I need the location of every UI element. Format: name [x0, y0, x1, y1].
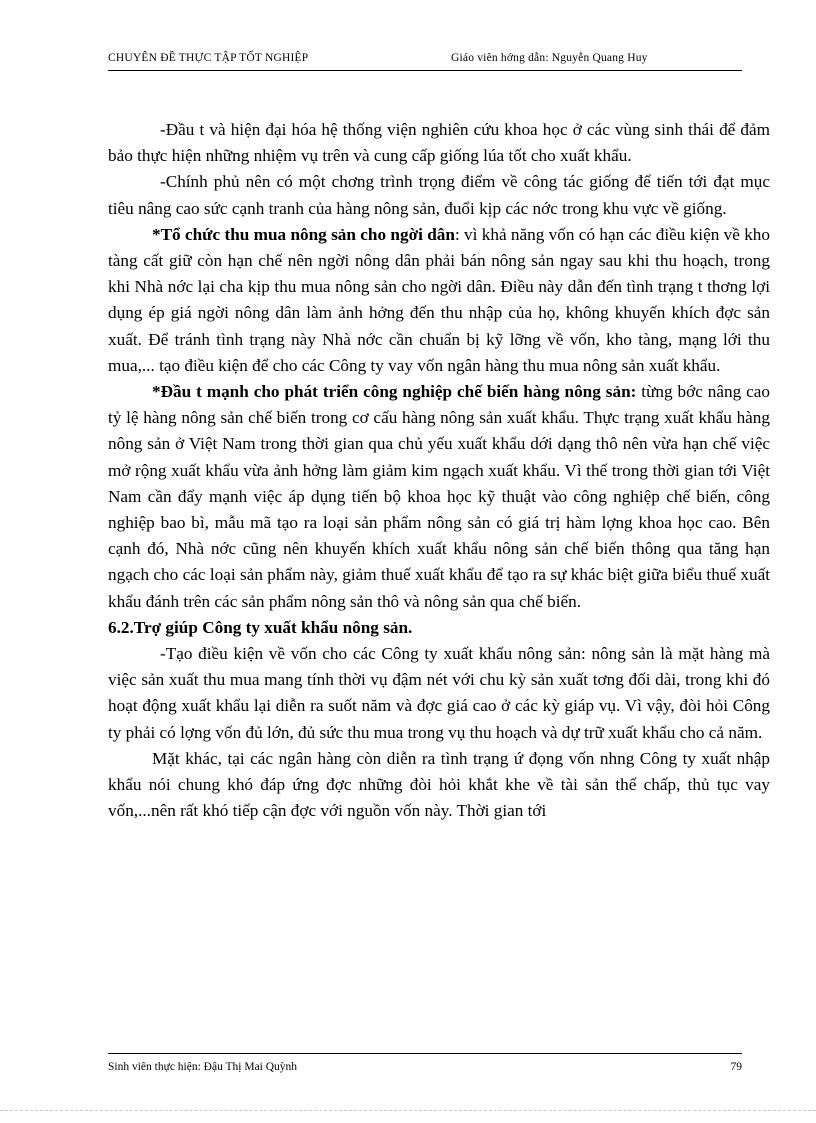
- paragraph-text: Mặt khác, tại các ngân hàng còn diễn ra tình trạng ứ đọng vốn nhng Công ty xuất nhập khẩu nói chung khó đáp ứng đợc những đòi hỏi khắt khe về tài sản thế chấp, thủ tục vay vốn,...nên rất khó tiếp cận đợc với nguồn vốn này. Thời gian tới: [108, 748, 770, 821]
- paragraph-purchasing: [108, 222, 770, 379]
- header-supervisor: Giáo viên hớng dẫn: Nguyễn Quang Huy: [451, 52, 648, 64]
- document-body: [108, 117, 770, 824]
- paragraph-text: -Đầu t và hiện đại hóa hệ thống viện nghiên cứu khoa học ở các vùng sinh thái để đảm bảo thực hiện những nhiệm vụ trên và cung cấp giống lúa tốt cho xuất khẩu.: [108, 120, 770, 166]
- footer-divider: [108, 1053, 742, 1054]
- paragraph-heading: *Tổ chức thu mua nông sản cho ngời dân: [152, 224, 455, 244]
- page-number: 79: [730, 1061, 742, 1073]
- page-edge: [0, 1110, 816, 1111]
- paragraph-text: từng bớc nâng cao tỷ lệ hàng nông sản chế biến trong cơ cấu hàng nông sản xuất khẩu. Thực trạng xuất khẩu hàng nông sản ở Việt Nam trong thời gian qua chủ yếu xuất khẩu dới dạng thô nên vừa hạn chế việc mở rộng xuất khẩu vừa ảnh hởng làm giảm kim ngạch xuất khẩu. Vì thế trong thời gian tới Việt Nam cần đẩy mạnh việc áp dụng tiến bộ khoa học kỹ thuật vào công nghiệp chế biến, công nghiệp bao bì, mẫu mã tạo ra loại sản phẩm nông sản có giá trị hàm lợng khoa học cao. Bên cạnh đó, Nhà nớc cũng nên khuyến khích xuất khẩu nông sản chế biến thông qua tăng hạn ngạch cho các loại sản phẩm này, giảm thuế xuất khẩu để tạo ra sự khác biệt giữa biểu thuế xuất khẩu đánh trên các sản phẩm nông sản thô và nông sản qua chế biến.: [108, 382, 770, 611]
- paragraph-text: : vì khả năng vốn có hạn các điều kiện về kho tàng cất giữ còn hạn chế nên ngời nông dân phải bán nông sản ngay sau khi thu hoạch, trong khi Nhà nớc lại cha kịp thu mua nông sản cho ngời dân. Điều này dẫn đến tình trạng t thơng lợi dụng ép giá ngời nông dân làm ảnh hởng đến thu nhập của họ, không khuyến khích đợc sản xuất. Để tránh tình trạng này Nhà nớc cần chuẩn bị kỹ lỡng về vốn, kho tàng, mạng lới thu mua,... tạo điều kiện để cho các Công ty vay vốn ngân hàng thu mua nông sản xuất khẩu.: [108, 224, 770, 375]
- header-divider: [108, 70, 742, 71]
- section-heading-6-2: [108, 615, 770, 641]
- paragraph-heading: *Đầu t mạnh cho phát triển công nghiệp chế biến hàng nông sản:: [152, 382, 637, 402]
- paragraph-capital-support: [108, 641, 770, 746]
- paragraph-text: -Chính phủ nên có một chơng trình trọng điểm về công tác giống để tiến tới đạt mục tiêu nâng cao sức cạnh tranh của hàng nông sản, đuổi kịp các nớc trong khu vực về giống.: [108, 172, 770, 218]
- paragraph-processing-industry: [108, 379, 770, 615]
- footer-student: Sinh viên thực hiện: Đậu Thị Mai Quỳnh: [108, 1061, 298, 1073]
- header-title: CHUYÊN ĐỀ THỰC TẬP TỐT NGHIỆP: [108, 52, 309, 64]
- paragraph-text: -Tạo điều kiện về vốn cho các Công ty xuất khẩu nông sản: nông sản là mặt hàng mà việc sản xuất thu mua mang tính thời vụ đậm nét với chu kỳ sản xuất tơng đối dài, trong khi đó hoạt động xuất khẩu lại diễn ra suốt năm và đợc giá cao ở các kỳ giáp vụ. Vì vậy, đòi hỏi Công ty phải có lợng vốn đủ lớn, đủ sức thu mua trong vụ thu hoạch và dự trữ xuất khẩu cho cả năm.: [108, 644, 770, 742]
- section-title: 6.2.Trợ giúp Công ty xuất khẩu nông sản.: [108, 617, 413, 637]
- page-header: [108, 52, 708, 72]
- paragraph-bank-access: [108, 746, 770, 825]
- paragraph-research-investment: [108, 117, 770, 169]
- paragraph-seed-program: [108, 169, 770, 221]
